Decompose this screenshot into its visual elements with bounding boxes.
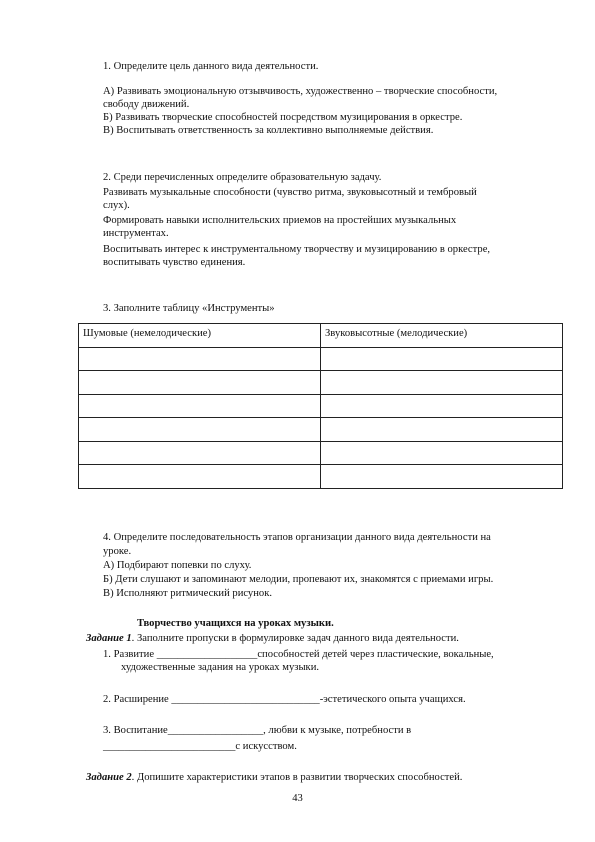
q1-option-c: В) Воспитывать ответственность за коллективно выполняемые действия. (103, 125, 434, 136)
q1-option-b: Б) Развивать творческие способностей посредством музицирования в оркестре. (103, 112, 463, 123)
page-number: 43 (292, 793, 303, 804)
q4-option-b: Б) Дети слушают и запоминают мелодии, пропевают их, знакомятся с приемами игры. (103, 574, 494, 585)
task1-label: Задание 1 (86, 633, 132, 644)
task1-item3-cont: _________________________с искусством. (103, 741, 297, 752)
task1-line (86, 632, 459, 645)
table-header-pitched: Звуковысотные (мелодические) (321, 324, 563, 348)
table-cell[interactable] (321, 371, 563, 395)
q4-title: 4. Определите последовательность этапов организации данного вида деятельности на (103, 532, 491, 543)
q2-title: 2. Среди перечисленных определите образовательную задачу. (103, 172, 382, 183)
q1-option-a-cont: свободу движений. (103, 99, 190, 110)
task1-item1: 1. Развитие ___________________способностей детей через пластические, вокальные, (103, 649, 494, 660)
table-cell[interactable] (79, 394, 321, 418)
q2-option-2: Формировать навыки исполнительских приемов на простейших музыкальных (103, 215, 457, 226)
table-cell[interactable] (321, 394, 563, 418)
q1-option-a: А) Развивать эмоциональную отзывчивость, художественно – творческие способности, (103, 86, 498, 97)
q4-option-a: А) Подбирают попевки по слуху. (103, 560, 252, 571)
table-row (79, 441, 563, 465)
q2-option-1-cont: слух). (103, 200, 130, 211)
table-cell[interactable] (321, 441, 563, 465)
table-row (79, 418, 563, 442)
task1-item2: 2. Расширение ____________________________-эстетического опыта учащихся. (103, 694, 466, 705)
section-heading: Творчество учащихся на уроках музыки. (137, 618, 334, 629)
q2-option-2-cont: инструментах. (103, 228, 169, 239)
q3-title: 3. Заполните таблицу «Инструменты» (103, 303, 275, 314)
table-row (79, 465, 563, 489)
q2-option-3: Воспитывать интерес к инструментальному творчеству и музицированию в оркестре, (103, 244, 491, 255)
q2-option-1: Развивать музыкальные способности (чувство ритма, звуковысотный и тембровый (103, 187, 477, 198)
table-cell[interactable] (79, 441, 321, 465)
table-cell[interactable] (321, 347, 563, 371)
table-cell[interactable] (79, 418, 321, 442)
task2-line (86, 771, 462, 784)
task1-item3: 3. Воспитание__________________, любви к музыке, потребности в (103, 725, 412, 736)
q2-option-3-cont: воспитывать чувство единения. (103, 257, 246, 268)
table-cell[interactable] (321, 465, 563, 489)
q1-title: 1. Определите цель данного вида деятельности. (103, 61, 319, 72)
task2-label: Задание 2 (86, 772, 132, 783)
table-row (79, 371, 563, 395)
task1-item1-cont: художественные задания на уроках музыки. (121, 662, 320, 673)
task2-text: . Допишите характеристики этапов в развитии творческих способностей. (131, 772, 463, 783)
table-cell[interactable] (79, 347, 321, 371)
table-header-noise: Шумовые (немелодические) (79, 324, 321, 348)
table-cell[interactable] (321, 418, 563, 442)
table-header-row (79, 324, 563, 348)
table-cell[interactable] (79, 465, 321, 489)
q4-title-cont: уроке. (103, 546, 132, 557)
table-row (79, 394, 563, 418)
instruments-table (78, 323, 563, 489)
table-cell[interactable] (79, 371, 321, 395)
table-row (79, 347, 563, 371)
task1-text: . Заполните пропуски в формулировке задач данного вида деятельности. (131, 633, 459, 644)
q4-option-c: В) Исполняют ритмический рисунок. (103, 588, 272, 599)
